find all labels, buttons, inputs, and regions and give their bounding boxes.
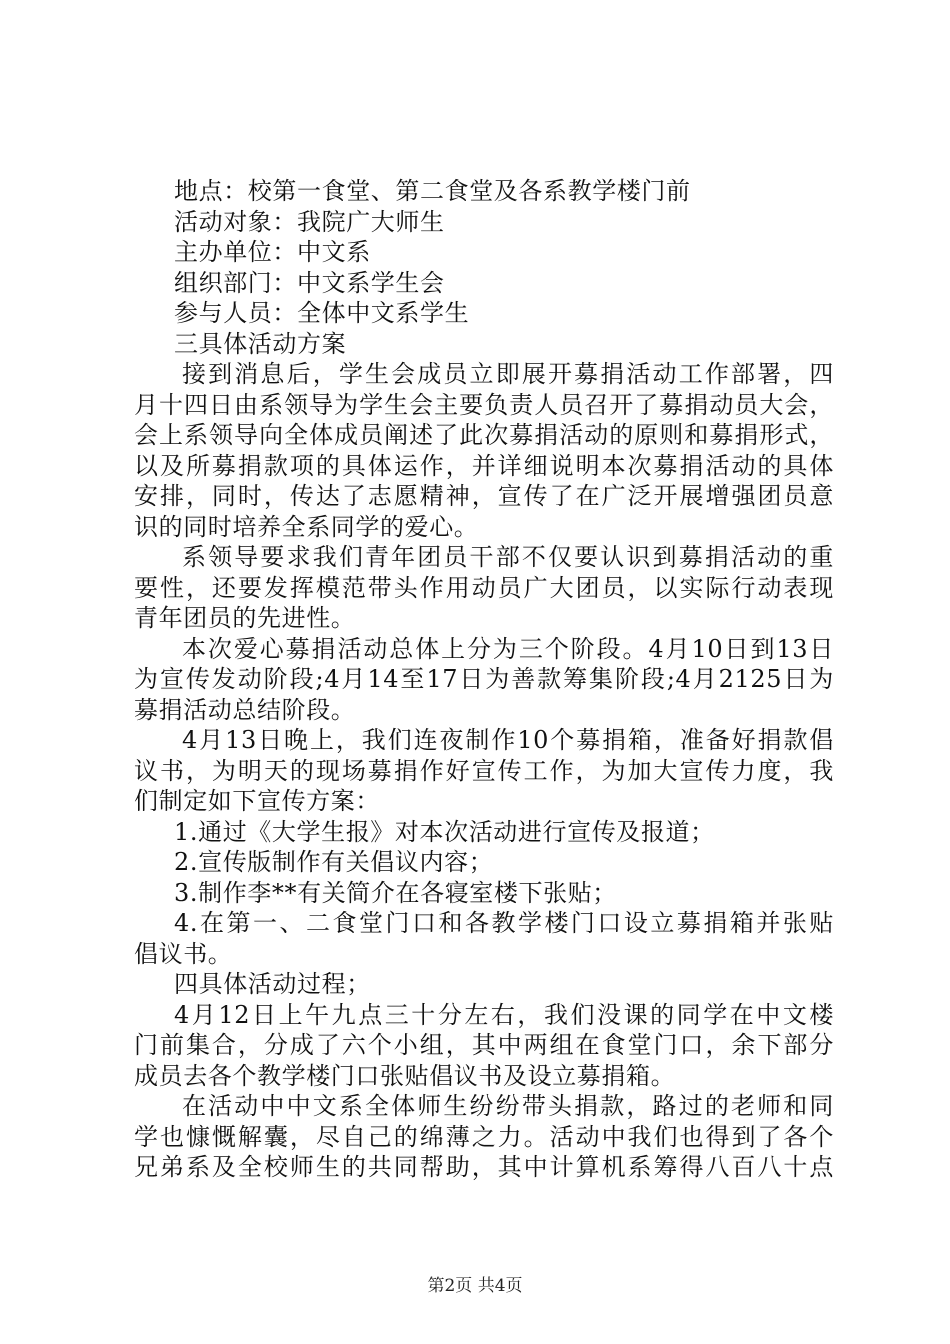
text-line: 组织部门：中文系学生会: [174, 268, 445, 297]
section-heading: 三具体活动方案: [174, 329, 347, 358]
paragraph-line: 在活动中中文系全体师生纷纷带头捐款，路过的老师和同: [182, 1092, 834, 1120]
paragraph-line: 本次爱心募捐活动总体上分为三个阶段。4月10日到13日: [182, 634, 834, 663]
paragraph-line: 要性，还要发挥模范带头作用动员广大团员，以实际行动表现: [134, 573, 834, 602]
list-item: 3.制作李**有关简介在各寝室楼下张贴；: [174, 878, 617, 907]
text-line: 参与人员：全体中文系学生: [174, 299, 470, 327]
paragraph-line: 学也慷慨解囊，尽自己的绵薄之力。活动中我们也得到了各个: [134, 1122, 834, 1151]
list-item: 4.在第一、二食堂门口和各教学楼门口设立募捐箱并张贴: [174, 909, 834, 937]
paragraph-line: 兄弟系及全校师生的共同帮助，其中计算机系筹得八百八十点: [134, 1153, 834, 1181]
section-heading: 四具体活动过程；: [174, 970, 371, 998]
paragraph-line: 以及所募捐款项的具体运作，并详细说明本次募捐活动的具体: [134, 451, 834, 480]
list-item: 1.通过《大学生报》对本次活动进行宣传及报道；: [174, 817, 715, 846]
paragraph-line: 议书，为明天的现场募捐作好宣传工作，为加大宣传力度，我: [134, 756, 834, 785]
paragraph-line: 系领导要求我们青年团员干部不仅要认识到募捐活动的重: [182, 543, 834, 571]
text-line: 活动对象：我院广大师生: [174, 207, 445, 236]
list-item-continuation: 倡议书。: [134, 939, 233, 968]
paragraph-line: 们制定如下宣传方案：: [134, 787, 380, 815]
paragraph-line: 接到消息后，学生会成员立即展开募捐活动工作部署，四: [182, 360, 834, 388]
text-line: 地点：校第一食堂、第二食堂及各系教学楼门前: [174, 177, 691, 205]
paragraph-line: 成员去各个教学楼门口张贴倡议书及设立募捐箱。: [134, 1061, 676, 1090]
paragraph-line: 募捐活动总结阶段。: [134, 695, 356, 724]
document-body: [134, 176, 834, 1183]
paragraph-line: 会上系领导向全体成员阐述了此次募捐活动的原则和募捐形式，: [134, 421, 834, 449]
text-line: 主办单位：中文系: [174, 238, 371, 266]
paragraph-line: 青年团员的先进性。: [134, 604, 356, 632]
paragraph-line: 安排，同时，传达了志愿精神，宣传了在广泛开展增强团员意: [134, 482, 834, 510]
paragraph-line: 月十四日由系领导为学生会主要负责人员召开了募捐动员大会，: [134, 390, 834, 419]
list-item: 2.宣传版制作有关倡议内容；: [174, 848, 494, 876]
paragraph-line: 4月13日晚上，我们连夜制作10个募捐箱，准备好捐款倡: [182, 726, 834, 754]
paragraph-line: 识的同时培养全系同学的爱心。: [134, 512, 479, 541]
paragraph-line: 4月12日上午九点三十分左右，我们没课的同学在中文楼: [174, 1000, 834, 1029]
paragraph-line: 为宣传发动阶段;4月14至17日为善款筹集阶段;4月2125日为: [134, 665, 834, 693]
paragraph-line: 门前集合，分成了六个小组，其中两组在食堂门口，余下部分: [134, 1031, 834, 1059]
page-number-footer: 第2页 共4页: [427, 1276, 523, 1296]
